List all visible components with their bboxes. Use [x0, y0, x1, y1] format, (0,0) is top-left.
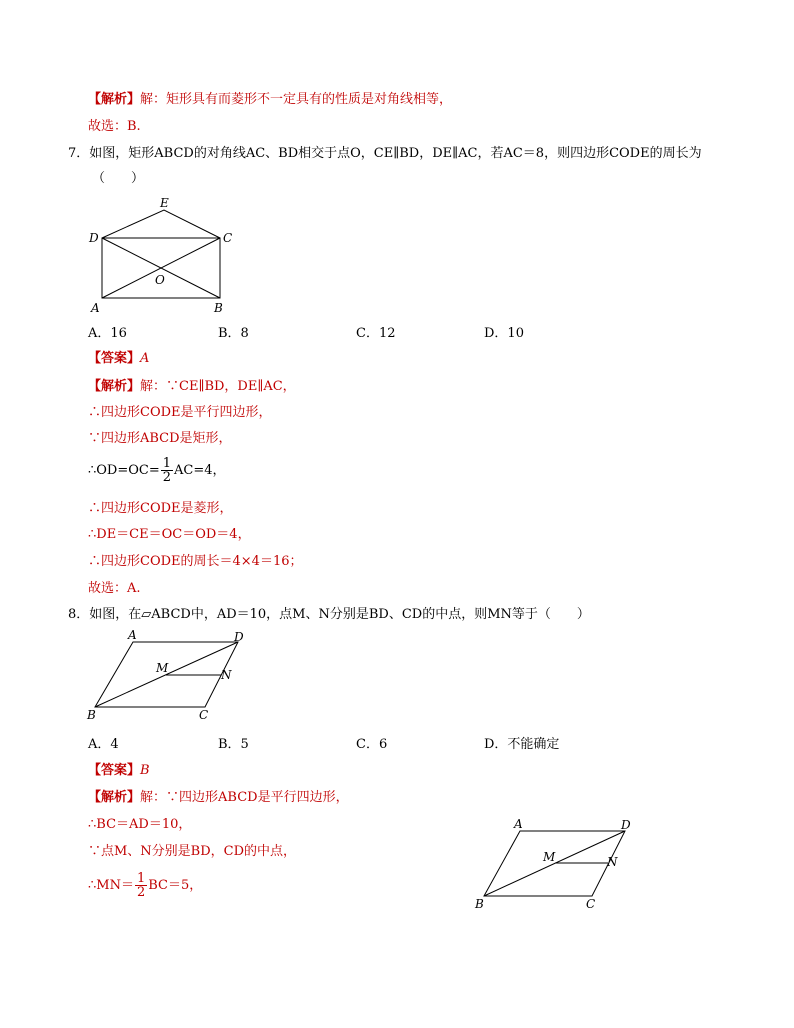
q8-step: ∵点M、N分别是BD，CD的中点， — [88, 844, 297, 859]
q7-stem-text: 如图，矩形ABCD的对角线AC、BD相交于点O，CE∥BD，DE∥AC，若AC＝8，则四边形CODE的周长为 — [89, 146, 702, 161]
q7-number: 7． — [68, 146, 90, 161]
analysis-text: 解：矩形具有而菱形不一定具有的性质是对角线相等， — [140, 92, 453, 107]
q7-option-a[interactable]: A．16 — [88, 326, 127, 341]
q8-stem-text: 如图，在▱ABCD中，AD＝10，点M、N分别是BD、CD的中点，则MN等于（ ） — [89, 607, 590, 622]
q7-option-c[interactable]: C．12 — [356, 326, 396, 341]
q8-label-n: N — [221, 668, 232, 682]
q8-step: ∴BC＝AD＝10， — [88, 817, 192, 832]
answer-tag: 【答案】 — [88, 351, 141, 366]
q8s-label-n: N — [607, 855, 618, 869]
q8-option-a[interactable]: A．4 — [88, 737, 119, 752]
q7-option-b[interactable]: B．8 — [218, 326, 249, 341]
q7-step: ∴DE＝CE＝OC＝OD＝4， — [88, 527, 251, 542]
q7-label-a: A — [91, 301, 100, 315]
q8s-label-b: B — [475, 897, 484, 911]
frac-suffix: BC＝5， — [148, 878, 203, 893]
q8s-label-a: A — [514, 817, 523, 831]
q8-step: 解：∵四边形ABCD是平行四边形， — [140, 790, 349, 805]
q7-step: 故选：A. — [88, 581, 141, 596]
q7-step: ∴四边形CODE是菱形， — [88, 501, 233, 516]
analysis-tag: 【解析】 — [88, 379, 141, 394]
q7-stem-bracket: （ ） — [92, 171, 145, 186]
q7-label-c: C — [223, 231, 233, 245]
q7-step: ∴四边形CODE是平行四边形， — [88, 405, 272, 420]
q8-option-c[interactable]: C．6 — [356, 737, 388, 752]
fraction-denominator: 2 — [162, 470, 172, 485]
analysis-tag: 【解析】 — [88, 790, 141, 805]
q8s-label-d: D — [621, 818, 631, 832]
q8-label-d: D — [234, 630, 244, 644]
analysis-tag: 【解析】 — [88, 92, 141, 107]
answer-tag: 【答案】 — [88, 763, 141, 778]
q8s-label-m: M — [543, 850, 556, 864]
q8-label-a: A — [128, 628, 137, 642]
q7-answer: A — [140, 351, 150, 366]
frac-prefix: ∴MN＝ — [88, 878, 134, 893]
q8-label-b: B — [87, 708, 96, 722]
frac-prefix: ∴OD=OC= — [88, 463, 160, 478]
prev-conclusion: 故选：B. — [88, 119, 141, 134]
q7-label-d: D — [89, 231, 99, 245]
q8-answer: B — [140, 763, 150, 778]
q7-step: ∵四边形ABCD是矩形， — [88, 431, 232, 446]
q7-step: ∴四边形CODE的周长＝4×4＝16； — [88, 554, 303, 569]
q8-label-m: M — [156, 661, 169, 675]
frac-suffix: AC=4， — [174, 463, 226, 478]
q8-number: 8． — [68, 607, 90, 622]
q7-option-d[interactable]: D．10 — [484, 326, 524, 341]
q8-option-b[interactable]: B．5 — [218, 737, 249, 752]
q8-option-d[interactable]: D．不能确定 — [484, 737, 560, 752]
fraction-denominator: 2 — [136, 885, 146, 900]
q8-label-c: C — [199, 708, 209, 722]
q7-label-e: E — [160, 196, 169, 210]
fraction-numerator: 1 — [136, 871, 146, 886]
q7-label-o: O — [155, 273, 165, 287]
q7-label-b: B — [214, 301, 223, 315]
q8s-label-c: C — [586, 897, 596, 911]
q7-step: 解：∵CE∥BD，DE∥AC， — [140, 379, 296, 394]
fraction-numerator: 1 — [162, 456, 172, 471]
